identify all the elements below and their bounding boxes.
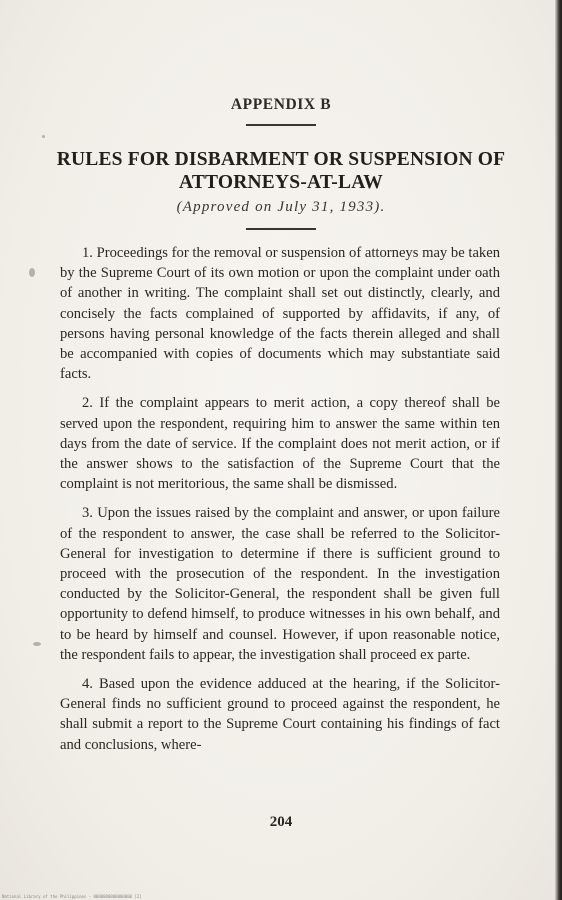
- heading-underline: [246, 124, 316, 126]
- rules-body: [60, 243, 500, 764]
- paper-speck: [42, 135, 45, 138]
- rule-paragraph-3: 3. Upon the issues raised by the complaint and answer, or upon failure of the respondent to answer, the case shall be referred to the Solicitor-General for investigation to determine if there is sufficient ground to proceed with the prosecution of the respondent. In the investigation conducted by the Solicitor-General, the respondent shall be given full opportunity to defend himself, to produce witnesses in his own behalf, and to be heard by himself and counsel. However, if upon reasonable notice, the respondent fails to appear, the investigation shall proceed ex parte.: [60, 505, 500, 663]
- rule-paragraph-4: 4. Based upon the evidence adduced at the hearing, if the Solicitor-General finds no sufficient ground to proceed against the respondent, he shall submit a report to the Supreme Court containing his findings of fact and conclusions, where-: [60, 676, 500, 753]
- paper-speck: [29, 268, 35, 277]
- paper-speck: [33, 642, 41, 646]
- rule-paragraph-2: 2. If the complaint appears to merit action, a copy thereof shall be served upon the respondent, requiring him to answer the same within ten days from the date of service. If the complaint does not merit action, or if the answer shows to the satisfaction of the Supreme Court that the complaint is not meritorious, the same shall be dismissed.: [60, 395, 500, 493]
- appendix-heading: APPENDIX B: [230, 96, 332, 113]
- rule-paragraph-1: 1. Proceedings for the removal or suspension of attorneys may be taken by the Supreme Court of its own motion or upon the complaint under oath of another in writing. The complaint shall set out distinctly, clearly, and concisely the facts complained of supported by affidavits, if any, of persons having personal knowledge of the facts therein alleged and shall be accompanied with copies of documents which may substantiate said facts.: [60, 245, 500, 383]
- section-divider: [246, 228, 316, 230]
- scan-footer-note: National Library of the Philippines · 0000000000000000 [2]: [2, 894, 142, 899]
- page-number: 204: [269, 814, 293, 830]
- document-title: RULES FOR DISBARMENT OR SUSPENSION OF ATTORNEYS-AT-LAW: [56, 149, 506, 193]
- approval-date-note: (Approved on July 31, 1933).: [176, 199, 386, 215]
- page-binding-edge: [555, 0, 562, 900]
